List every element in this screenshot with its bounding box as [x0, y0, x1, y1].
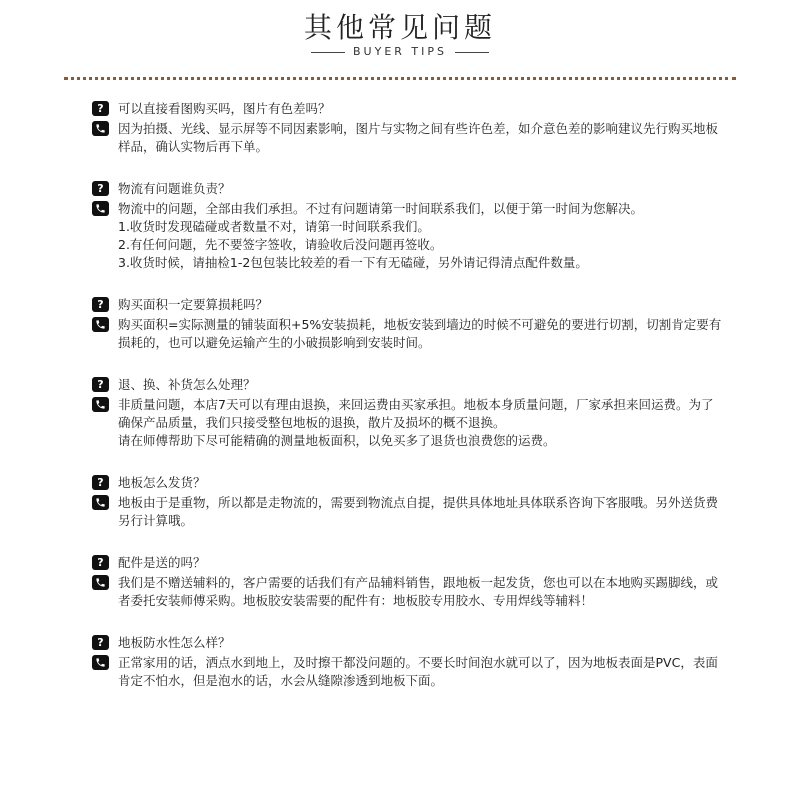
page-subtitle: [0, 44, 800, 60]
faq-answer-line: 非质量问题，本店7天可以有理由退换，来回运费由买家承担。地板本身质量问题，厂家承担来回运费。为了确保产品质量，我们只接受整包地板的退换，散片及损坏的概不退换。: [118, 397, 714, 430]
phone-icon: [92, 317, 109, 332]
faq-answer: [118, 200, 722, 272]
faq-answer: [118, 396, 722, 450]
faq-question-row: [92, 100, 722, 118]
phone-icon: [92, 655, 109, 670]
faq-question: 地板防水性怎么样？: [118, 635, 231, 650]
subtitle-rule-right: [455, 52, 489, 53]
faq-item: [92, 296, 722, 352]
faq-answer-line: 1.收货时发现磕碰或者数量不对，请第一时间联系我们。: [118, 219, 430, 234]
faq-answer-row: [92, 120, 722, 156]
question-mark-icon: ?: [92, 475, 109, 490]
faq-question-row: [92, 554, 722, 572]
faq-question: 可以直接看图购买吗，图片有色差吗？: [118, 101, 331, 116]
faq-question-row: [92, 634, 722, 652]
faq-item: [92, 554, 722, 610]
question-mark-icon: ?: [92, 297, 109, 312]
faq-question-row: [92, 296, 722, 314]
faq-answer-row: [92, 200, 722, 272]
faq-answer: [118, 574, 722, 610]
faq-answer-line: 3.收货时候，请抽检1-2包包装比较差的看一下有无磕碰，另外请记得清点配件数量。: [118, 255, 588, 270]
faq-answer-row: [92, 316, 722, 352]
phone-icon: [92, 575, 109, 590]
faq-question-row: [92, 180, 722, 198]
faq-question-row: [92, 376, 722, 394]
faq-item: [92, 376, 722, 450]
faq-item: [92, 100, 722, 156]
faq-answer-line: 地板由于是重物，所以都是走物流的，需要到物流点自提，提供具体地址具体联系咨询下客服哦。另外送货费另行计算哦。: [118, 495, 719, 528]
subtitle-text: BUYER TIPS: [353, 45, 447, 58]
question-mark-icon: ?: [92, 377, 109, 392]
faq-answer-row: [92, 494, 722, 530]
question-mark-icon: ?: [92, 181, 109, 196]
faq-answer-line: 因为拍摄、光线、显示屏等不同因素影响，图片与实物之间有些许色差，如介意色差的影响建议先行购买地板样品，确认实物后再下单。: [118, 121, 719, 154]
faq-answer: [118, 494, 722, 530]
faq-question: 购买面积一定要算损耗吗？: [118, 297, 269, 312]
phone-icon: [92, 495, 109, 510]
faq-answer-line: 我们是不赠送辅料的，客户需要的话我们有产品辅料销售，跟地板一起发货，您也可以在本地购买踢脚线，或者委托安装师傅采购。地板胶安装需要的配件有：地板胶专用胶水、专用焊线等辅料！: [118, 575, 719, 608]
faq-answer-line: 2.有任何问题，先不要签字签收，请验收后没问题再签收。: [118, 237, 443, 252]
question-mark-icon: ?: [92, 555, 109, 570]
faq-answer: [118, 654, 722, 690]
phone-icon: [92, 397, 109, 412]
faq-answer-row: [92, 654, 722, 690]
faq-item: [92, 474, 722, 530]
page-title: 其他常见问题: [303, 11, 496, 44]
faq-answer: [118, 120, 722, 156]
faq-answer-line: 购买面积=实际测量的铺装面积+5%安装损耗，地板安装到墙边的时候不可避免的要进行切割，切割肯定要有损耗的，也可以避免运输产生的小破损影响到安装时间。: [118, 317, 722, 350]
faq-question: 配件是送的吗？: [118, 555, 206, 570]
faq-answer: [118, 316, 722, 352]
question-mark-icon: ?: [92, 635, 109, 650]
faq-answer-line: 物流中的问题，全部由我们承担。不过有问题请第一时间联系我们，以便于第一时间为您解决。: [118, 201, 644, 216]
faq-answer-row: [92, 396, 722, 450]
faq-item: [92, 180, 722, 272]
phone-icon: [92, 201, 109, 216]
faq-answer-line: 请在师傅帮助下尽可能精确的测量地板面积，以免买多了退货也浪费您的运费。: [118, 433, 556, 448]
faq-list: [92, 100, 722, 714]
phone-icon: [92, 121, 109, 136]
faq-answer-line: 正常家用的话，洒点水到地上，及时擦干都没问题的。不要长时间泡水就可以了，因为地板表面是PVC，表面肯定不怕水，但是泡水的话，水会从缝隙渗透到地板下面。: [118, 655, 718, 688]
faq-question: 退、换、补货怎么处理？: [118, 377, 256, 392]
dotted-divider: [64, 77, 736, 80]
faq-question: 物流有问题谁负责？: [118, 181, 231, 196]
question-mark-icon: ?: [92, 101, 109, 116]
faq-answer-row: [92, 574, 722, 610]
faq-item: [92, 634, 722, 690]
faq-question-row: [92, 474, 722, 492]
faq-question: 地板怎么发货？: [118, 475, 206, 490]
subtitle-rule-left: [311, 52, 345, 53]
